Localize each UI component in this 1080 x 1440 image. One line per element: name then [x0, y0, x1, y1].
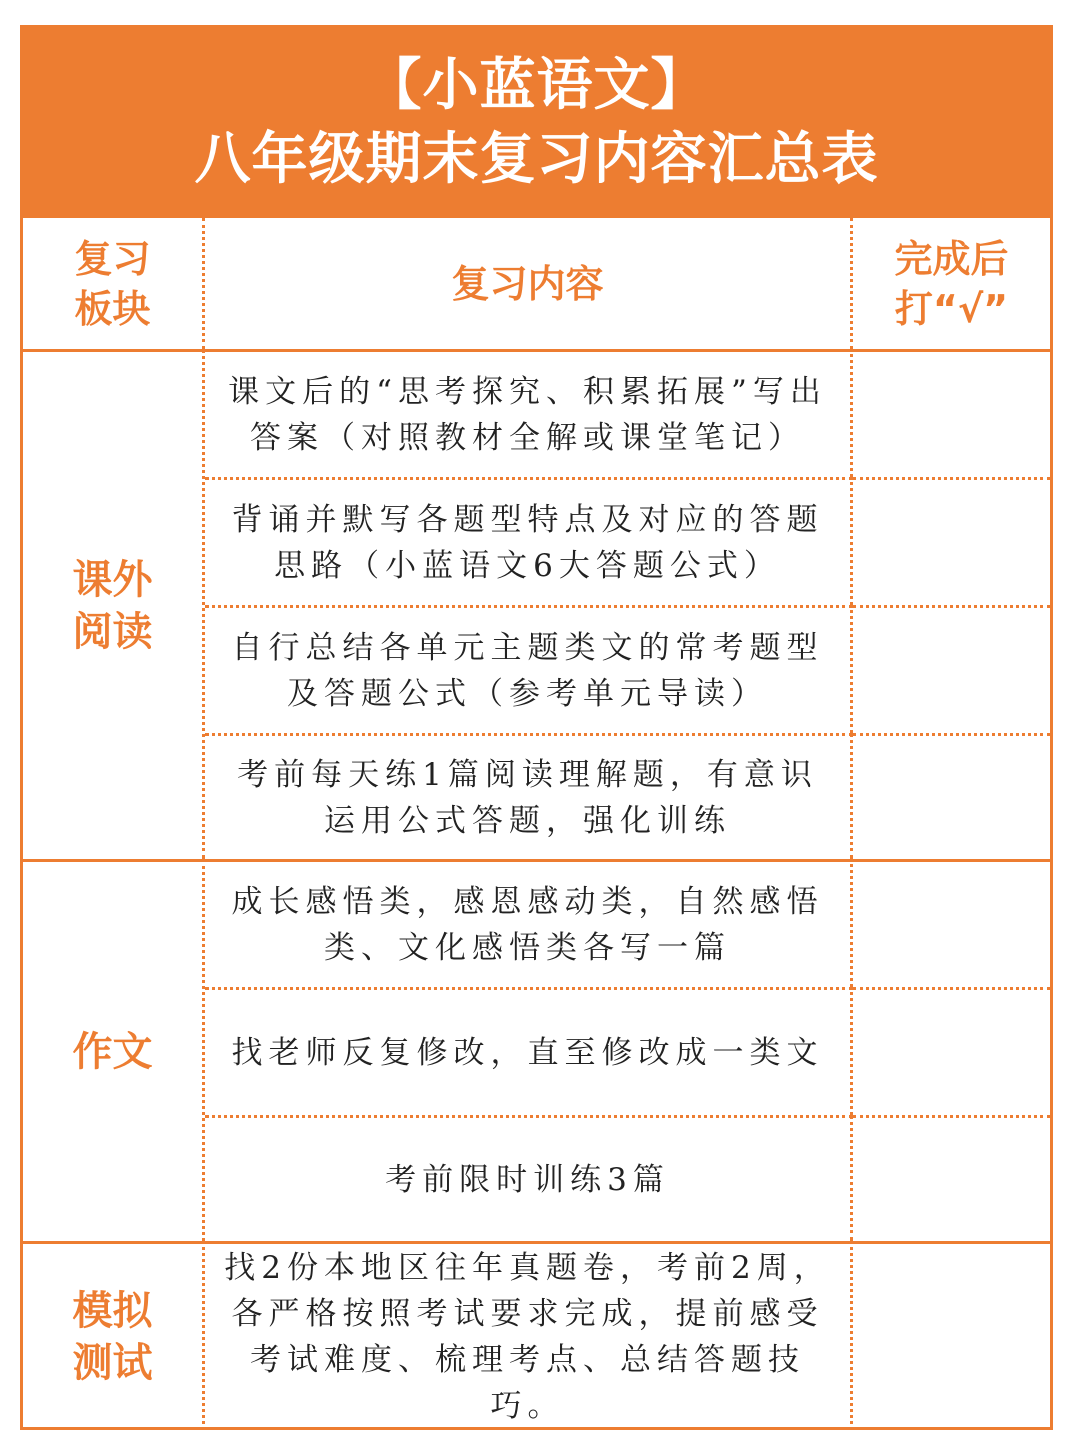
- reading-item-4: 考前每天练1篇阅读理解题，有意识运用公式答题，强化训练: [205, 733, 853, 859]
- checkbox-cell[interactable]: [853, 349, 1050, 477]
- category-mock-test-line-2: 测试: [72, 1340, 153, 1386]
- title-line-2: 八年级期末复习内容汇总表: [194, 127, 879, 192]
- checkbox-cell[interactable]: [853, 1115, 1050, 1241]
- category-mock-test-line-1: 模拟: [72, 1288, 153, 1334]
- header-checkmark-line-2: 打“√”: [894, 286, 1009, 331]
- reading-item-2: 背诵并默写各题型特点及对应的答题思路（小蓝语文6大答题公式）: [205, 477, 853, 605]
- title-line-1: 【小蓝语文】: [365, 53, 708, 118]
- header-content: 复习内容: [205, 218, 853, 349]
- reading-item-1: 课文后的“思考探究、积累拓展”写出答案（对照教材全解或课堂笔记）: [205, 349, 853, 477]
- review-table: [20, 25, 1053, 1430]
- category-reading: [23, 349, 205, 859]
- header-category-line-2: 板块: [74, 286, 151, 331]
- checkbox-cell[interactable]: [853, 987, 1050, 1115]
- category-reading-line-1: 课外: [72, 556, 153, 603]
- category-reading-line-2: 阅读: [72, 608, 153, 655]
- writing-item-2: 找老师反复修改，直至修改成一类文: [205, 987, 853, 1115]
- table-grid: [23, 218, 1050, 1430]
- category-writing: 作文: [23, 859, 205, 1241]
- mock-test-item-1: 找2份本地区往年真题卷，考前2周，各严格按照考试要求完成，提前感受考试难度、梳理考点、总结答题技巧。: [205, 1241, 853, 1430]
- category-mock-test: [23, 1241, 205, 1430]
- header-checkmark-line-1: 完成后: [894, 236, 1009, 281]
- table-title: [23, 28, 1050, 218]
- checkbox-cell[interactable]: [853, 859, 1050, 987]
- checkbox-cell[interactable]: [853, 605, 1050, 733]
- writing-item-3: 考前限时训练3篇: [205, 1115, 853, 1241]
- writing-item-1: 成长感悟类，感恩感动类，自然感悟类、文化感悟类各写一篇: [205, 859, 853, 987]
- header-category-line-1: 复习: [74, 236, 151, 281]
- checkbox-cell[interactable]: [853, 1241, 1050, 1430]
- reading-item-3: 自行总结各单元主题类文的常考题型及答题公式（参考单元导读）: [205, 605, 853, 733]
- checkbox-cell[interactable]: [853, 477, 1050, 605]
- checkbox-cell[interactable]: [853, 733, 1050, 859]
- header-checkmark: [853, 218, 1050, 349]
- header-category: [23, 218, 205, 349]
